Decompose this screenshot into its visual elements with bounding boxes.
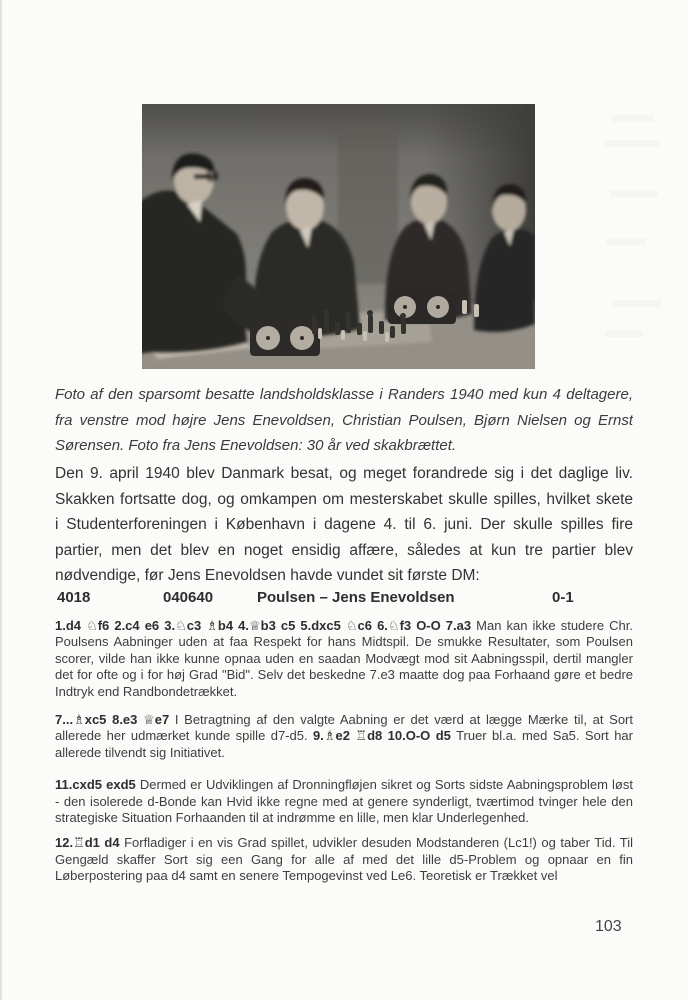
intro-line: partier, men det blev en noget ensidig affære, således at kun tre partier blev [55,541,633,559]
game-header [55,589,633,609]
commentary-text: I Betragtning af den valgte Aabning er det værd at lægge Mærke til, at Sort allerede her udmærket kunde spille d7-d5. [55,712,633,744]
annotations-section [55,618,633,885]
intro-line: i Studenterforeningen i København i dagene 4. til 6. juni. Der skulle spilles fire [55,516,633,533]
game-result: 0-1 [552,589,574,606]
commentary-text: Forfladiger i en vis Grad spillet, udvikler desuden Modstanderen (Lc1!) og taber Tid. Til Gengæld skaffer Sort sig een Gang for alle af med det lille d5-Problem og opnaar en fin Løberpostering paa d4 samt en senere Tempogevinst ved Le6. Teoretisk er Trækket vel [55,835,633,884]
game-players: Poulsen – Jens Enevoldsen [257,589,455,606]
intro-paragraph [55,461,633,589]
annotation-paragraph [55,835,633,884]
caption-line: fra venstre mod højre Jens Enevoldsen, Christian Poulsen, Bjørn Nielsen og Ernst [55,411,633,429]
intro-line: Skakken fortsatte dog, og omkampen om mesterskabet skulle spilles, hvilket skete [55,490,633,508]
annotation-paragraph [55,712,633,761]
commentary-text: Dermed er Udviklingen af Dronningfløjen sikret og Sorts sidste Aabningsproblem løst - den isolerede d-Bonde kan Hvid ikke regne med at genere synderligt, tværtimod tvinger hele den strategiske Situation Forhaanden til at indrømme en lille, men klar Underlegenhed. [55,777,633,826]
move-sequence: 1.d4 ♘f6 2.c4 e6 3.♘c3 ♗b4 4.♕b3 c5 5.dxc5 ♘c6 6.♘f3 O-O 7.a3 [55,618,472,633]
caption-line: Foto af den sparsomt besatte landsholdsklasse i Randers 1940 med kun 4 deltagere, [55,386,633,403]
caption-line: Sørensen. Foto fra Jens Enevoldsen: 30 år ved skakbrættet. [55,437,457,454]
intro-line: nødvendige, før Jens Enevoldsen havde vundet sit første DM: [55,567,480,584]
move-sequence: 11.cxd5 exd5 [55,777,136,793]
showthrough-smudge [604,140,659,147]
group-photo-illustration [142,104,535,369]
move-sequence: 12.♖d1 d4 [55,835,120,851]
commentary-text: Man kan ikke studere Chr. Poulsens Aabninger uden at faa Respekt for hans Midtspil. De smukke Resultater, som Poulsen scorer, vilde han ikke kunne opnaa uden en saadan Modvægt mod sit Aabningsspil, dertil mangler det for ofte og i for høj Grad "Bid". Selv det beskedne 7.e3 maatte dog paa Forhaand gøre et bedre Indtryk end Randbondetrækket. [55,618,633,699]
annotation-paragraph [55,618,633,700]
intro-line: Den 9. april 1940 blev Danmark besat, og meget forandrede sig i det daglige liv. [55,465,633,482]
showthrough-smudge [612,300,662,307]
commentary-text: Truer bl.a. med Sa5. Sort har allerede tilvendt sig Initiativet. [55,728,633,760]
photo-caption [55,382,633,459]
scan-edge-line [0,0,2,1000]
game-number: 4018 [57,589,91,606]
page-number: 103 [595,918,622,935]
showthrough-smudge [610,190,658,197]
group-photo [142,104,535,369]
move-sequence: 9.♗e2 ♖d8 10.O-O d5 [313,728,451,744]
showthrough-smudge [606,238,646,245]
game-date: 040640 [163,589,214,606]
move-sequence: 7...♗xc5 8.e3 ♕e7 [55,712,170,728]
showthrough-smudge [612,115,654,122]
showthrough-smudge [605,330,643,337]
annotation-paragraph [55,777,633,826]
